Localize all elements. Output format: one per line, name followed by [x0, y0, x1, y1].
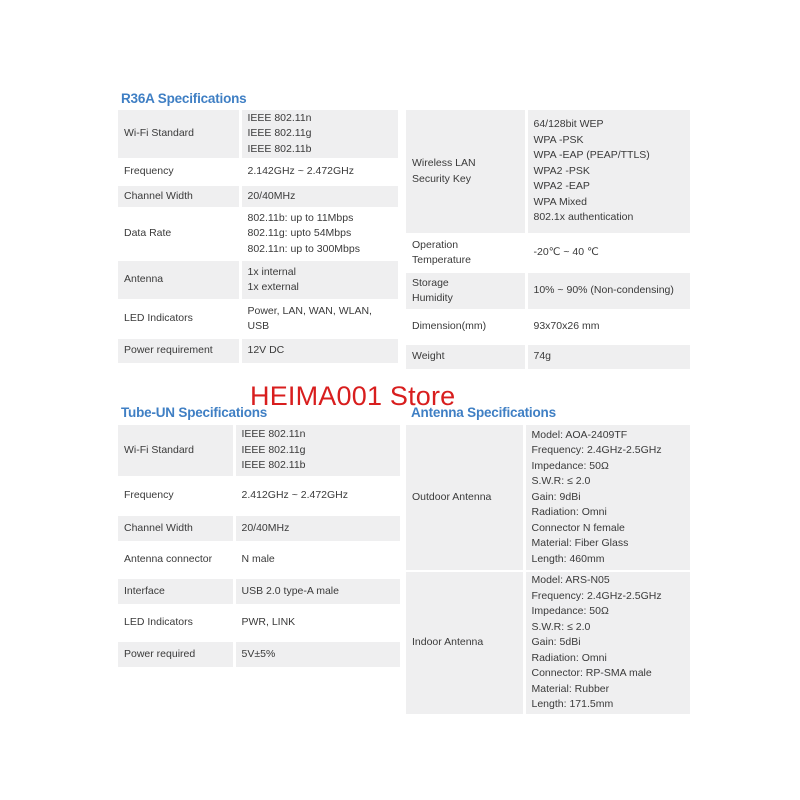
spec-label: Interface [118, 578, 234, 605]
tube-un-title: Tube-UN Specifications [121, 405, 268, 420]
spec-value: 2.412GHz ~ 2.472GHz [234, 477, 400, 515]
r36a-left-table [118, 110, 398, 365]
spec-value: 20/40MHz [234, 515, 400, 542]
spec-value: 10% ~ 90% (Non-condensing) [526, 272, 690, 310]
spec-value: 2.142GHz ~ 2.472GHz [240, 159, 398, 185]
spec-label: Wi-Fi Standard [118, 110, 240, 159]
table-row [406, 425, 690, 571]
table-row [118, 159, 398, 185]
spec-value: N male [234, 542, 400, 578]
table-row [406, 571, 690, 715]
table-row [118, 605, 400, 641]
r36a-title: R36A Specifications [121, 91, 247, 106]
spec-label: Data Rate [118, 208, 240, 260]
spec-value: 802.11b: up to 11Mbps 802.11g: upto 54Mbps 802.11n: up to 300Mbps [240, 208, 398, 260]
table-row [118, 185, 398, 208]
table-row [406, 272, 690, 310]
table-row [406, 110, 690, 234]
table-row [118, 300, 398, 338]
spec-value: 64/128bit WEP WPA -PSK WPA -EAP (PEAP/TTLS) WPA2 -PSK WPA2 -EAP WPA Mixed 802.1x authentication [526, 110, 690, 234]
spec-label: Storage Humidity [406, 272, 526, 310]
spec-value: PWR, LINK [234, 605, 400, 641]
spec-value: 12V DC [240, 338, 398, 364]
spec-value: 93x70x26 mm [526, 310, 690, 344]
table-row [118, 110, 398, 159]
spec-label: Indoor Antenna [406, 571, 524, 715]
store-watermark: HEIMA001 Store [250, 381, 456, 411]
spec-label: Frequency [118, 159, 240, 185]
table-row [118, 641, 400, 668]
spec-value: 1x internal 1x external [240, 260, 398, 300]
spec-label: Outdoor Antenna [406, 425, 524, 571]
table-row [118, 542, 400, 578]
spec-label: Antenna [118, 260, 240, 300]
spec-value: Model: ARS-N05 Frequency: 2.4GHz-2.5GHz Impedance: 50Ω S.W.R: ≤ 2.0 Gain: 5dBi Radiation: Omni Connector: RP-SMA male Material: Rubber Length: 171.5mm [524, 571, 690, 715]
table-row [118, 477, 400, 515]
r36a-right-table [406, 110, 690, 371]
table-row [406, 234, 690, 272]
spec-value: 5V±5% [234, 641, 400, 668]
tube-un-table [118, 425, 400, 669]
spec-label: Operation Temperature [406, 234, 526, 272]
spec-label: Channel Width [118, 185, 240, 208]
spec-label: Frequency [118, 477, 234, 515]
spec-value: 74g [526, 344, 690, 370]
spec-label: LED Indicators [118, 300, 240, 338]
table-row [118, 338, 398, 364]
spec-value: IEEE 802.11n IEEE 802.11g IEEE 802.11b [234, 425, 400, 477]
table-row [118, 425, 400, 477]
spec-value: IEEE 802.11n IEEE 802.11g IEEE 802.11b [240, 110, 398, 159]
spec-value: USB 2.0 type-A male [234, 578, 400, 605]
spec-label: Wireless LAN Security Key [406, 110, 526, 234]
spec-label: Wi-Fi Standard [118, 425, 234, 477]
table-row [406, 310, 690, 344]
spec-value: 20/40MHz [240, 185, 398, 208]
spec-label: Power requirement [118, 338, 240, 364]
spec-value: -20℃ ~ 40 ℃ [526, 234, 690, 272]
spec-label: Dimension(mm) [406, 310, 526, 344]
spec-value: Model: AOA-2409TF Frequency: 2.4GHz-2.5GHz Impedance: 50Ω S.W.R: ≤ 2.0 Gain: 9dBi Radiation: Omni Connector N female Material: Fiber Glass Length: 460mm [524, 425, 690, 571]
spec-label: Antenna connector [118, 542, 234, 578]
antenna-title: Antenna Specifications [411, 405, 556, 420]
table-row [118, 208, 398, 260]
antenna-table [406, 425, 690, 716]
spec-label: LED Indicators [118, 605, 234, 641]
table-row [406, 344, 690, 370]
spec-label: Channel Width [118, 515, 234, 542]
table-row [118, 515, 400, 542]
spec-label: Weight [406, 344, 526, 370]
spec-label: Power required [118, 641, 234, 668]
table-row [118, 260, 398, 300]
spec-value: Power, LAN, WAN, WLAN, USB [240, 300, 398, 338]
table-row [118, 578, 400, 605]
